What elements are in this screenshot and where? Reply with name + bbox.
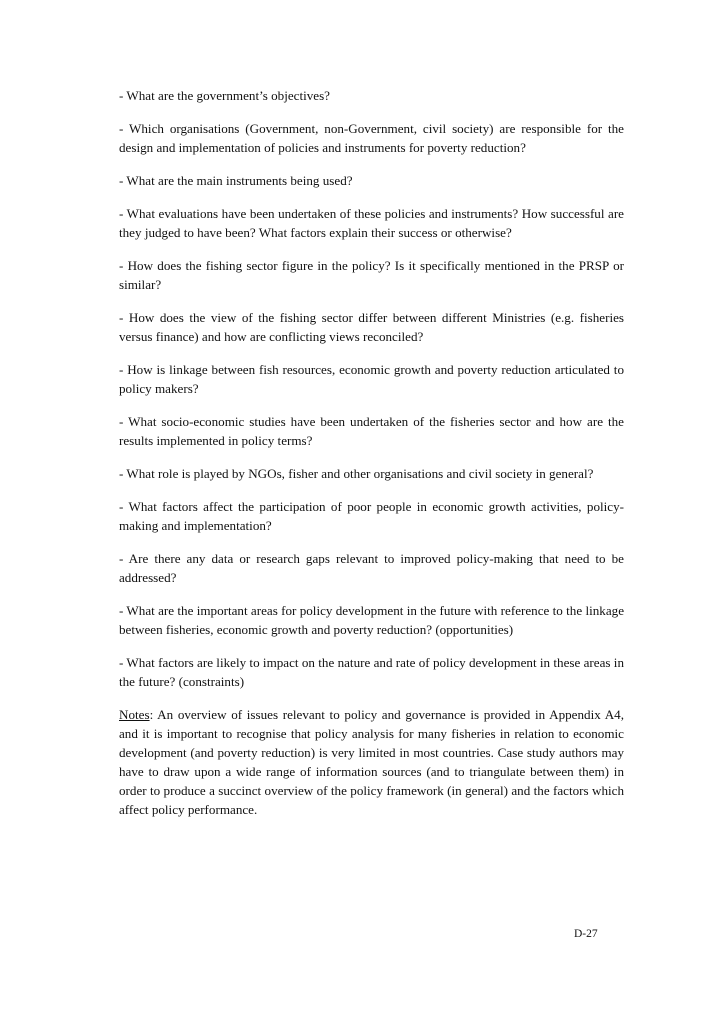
question-paragraph: - What factors are likely to impact on the nature and rate of policy development in these areas in the future? (constraints) (119, 655, 624, 689)
question-paragraph: - What role is played by NGOs, fisher and other organisations and civil society in general? (119, 466, 594, 481)
question-paragraph: - What evaluations have been undertaken of these policies and instruments? How successful are they judged to have been? What factors explain their success or otherwise? (119, 206, 624, 240)
question-paragraph: - Which organisations (Government, non-Government, civil society) are responsible for the design and implementation of policies and instruments for poverty reduction? (119, 121, 624, 155)
question-paragraph: - What socio-economic studies have been undertaken of the fisheries sector and how are the results implemented in policy terms? (119, 414, 624, 448)
question-paragraph: - What factors affect the participation of poor people in economic growth activities, policy-making and implementation? (119, 499, 624, 533)
notes-text: : An overview of issues relevant to policy and governance is provided in Appendix A4, and it is important to recognise that policy analysis for many fisheries in relation to economic development (and poverty reduction) is very limited in most countries. Case study authors may have to draw upon a wide range of information sources (and to triangulate between them) in order to produce a succinct overview of the policy framework (in general) and the factors which affect policy performance. (119, 707, 624, 817)
page-number: D-27 (574, 928, 598, 940)
question-paragraph: - What are the important areas for policy development in the future with reference to the linkage between fisheries, economic growth and poverty reduction? (opportunities) (119, 603, 624, 637)
question-paragraph: - How is linkage between fish resources, economic growth and poverty reduction articulated to policy makers? (119, 362, 624, 396)
notes-label: Notes (119, 707, 150, 722)
question-paragraph: - How does the view of the fishing sector differ between different Ministries (e.g. fisheries versus finance) and how are conflicting views reconciled? (119, 310, 624, 344)
notes-paragraph (119, 705, 624, 819)
question-paragraph: - How does the fishing sector figure in the policy? Is it specifically mentioned in the PRSP or similar? (119, 258, 624, 292)
question-paragraph: - Are there any data or research gaps relevant to improved policy-making that need to be addressed? (119, 551, 624, 585)
question-paragraph: - What are the government’s objectives? (119, 88, 330, 103)
page-content (119, 86, 624, 833)
question-paragraph: - What are the main instruments being used? (119, 173, 353, 188)
